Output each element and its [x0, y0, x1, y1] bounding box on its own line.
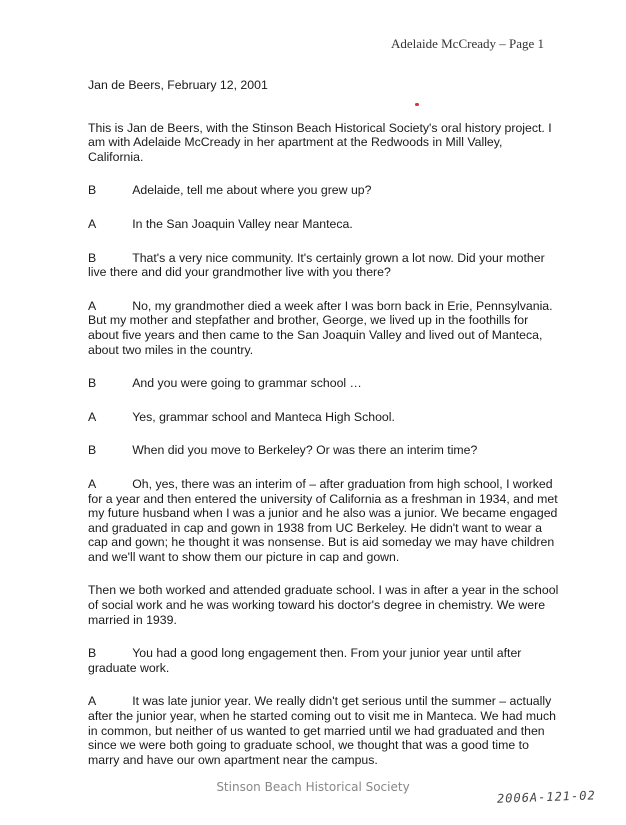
- dialogue-paragraph: [88, 646, 560, 675]
- paragraph-text: And you were going to grammar school …: [132, 376, 362, 391]
- speaker-label: B: [88, 443, 97, 458]
- paragraph-text: That's a very nice community. It's certainly grown a lot now. Did your mother live there and did your grandmother live with you there?: [88, 250, 545, 280]
- accession-number: 2006A-121-02: [497, 788, 597, 806]
- paragraph-text: No, my grandmother died a week after I was born back in Erie, Pennsylvania. But my mother and stepfather and brother, George, we lived up in the foothills for about five years and then came to the San Joaquin Valley and lived out of Manteca, about two miles in the country.: [88, 298, 553, 357]
- speaker-label: B: [88, 250, 97, 265]
- dialogue-paragraph: [88, 410, 560, 425]
- paragraph-text: Adelaide, tell me about where you grew up?: [132, 183, 372, 198]
- speaker-label: B: [88, 183, 97, 198]
- speaker-label: A: [88, 216, 97, 231]
- speaker-label: A: [88, 298, 97, 313]
- paragraph-text: When did you move to Berkeley? Or was there an interim time?: [132, 443, 478, 458]
- page-header: Adelaide McCready – Page 1: [390, 36, 544, 51]
- dialogue-paragraph: [88, 183, 560, 198]
- speaker-label: A: [88, 694, 97, 709]
- date-line: Jan de Beers, February 12, 2001: [88, 78, 268, 92]
- paragraph-text: Oh, yes, there was an interim of – after graduation from high school, I worked for a year and then entered the university of California as a freshman in 1934, and met my future husband when I was a junior and he also was a junior. We became engaged and graduated in cap and gown in 1938 from UC Berkeley. He didn't want to wear a cap and gown; he thought it was nonsense. But is aid someday we may have children and we'll want to show them our picture in cap and gown.: [88, 476, 558, 564]
- dialogue-paragraph: [88, 376, 560, 391]
- dialogue-paragraph: [88, 694, 560, 767]
- speaker-label: B: [88, 376, 97, 391]
- paragraph-text: In the San Joaquin Valley near Manteca.: [132, 216, 353, 231]
- paragraph-text: Then we both worked and attended graduate school. I was in after a year in the school of social work and he was working toward his doctor's degree in chemistry. We were married in 1939.: [88, 583, 559, 627]
- paragraph-text: You had a good long engagement then. From your junior year until after graduate work.: [88, 646, 522, 675]
- speaker-label: B: [88, 646, 97, 661]
- dialogue-paragraph: [88, 443, 560, 458]
- footer-watermark: Stinson Beach Historical Society: [216, 780, 410, 794]
- paragraph-text: It was late junior year. We really didn't get serious until the summer – actually after the junior year, when he started coming out to visit me in Manteca. We had much in common, but neither of us wanted to get married until we had graduated and then since we were both going to graduate school, we thought that was a good time to marry and have our own apartment near the campus.: [88, 694, 556, 767]
- dialogue-paragraph: [88, 299, 560, 357]
- paragraph-text: Yes, grammar school and Manteca High School.: [132, 409, 395, 424]
- speaker-label: A: [88, 409, 97, 424]
- dialogue-paragraph: [88, 251, 560, 280]
- intro-paragraph: This is Jan de Beers, with the Stinson Beach Historical Society's oral history project. I am with Adelaide McCready in her apartment at the Redwoods in Mill Valley, California.: [88, 120, 552, 164]
- dialogue-paragraph: [88, 217, 560, 232]
- speaker-label: A: [88, 476, 97, 491]
- dialogue-paragraph: [88, 477, 560, 565]
- transcript-body: [88, 78, 560, 786]
- continuation-paragraph: [88, 583, 560, 627]
